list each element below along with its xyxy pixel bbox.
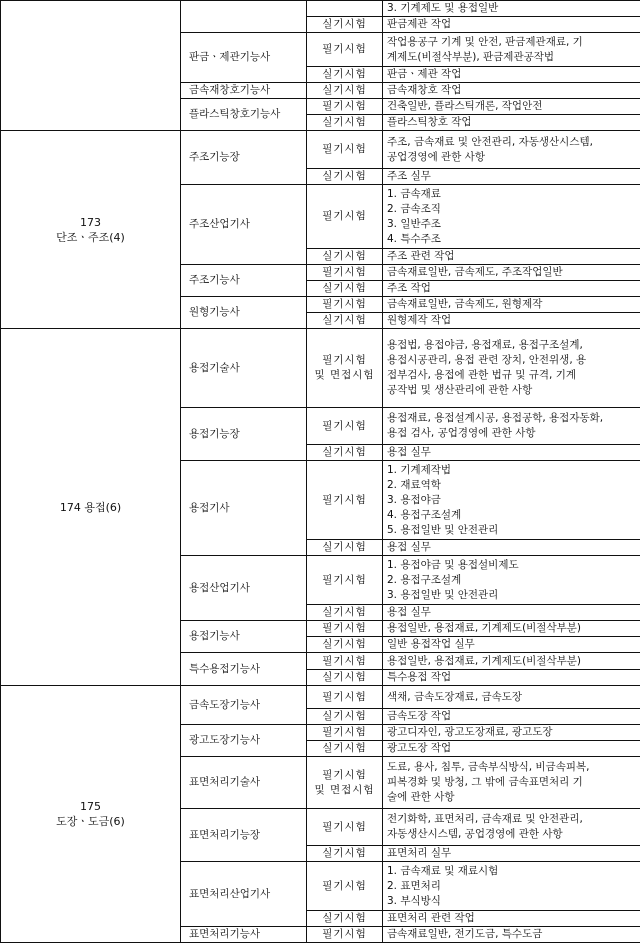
exam-type-line: 필기시험: [311, 419, 378, 434]
exam-subjects: [383, 846, 640, 862]
exam-type: [307, 1, 383, 17]
exam-type-line: 필기시험: [311, 493, 378, 508]
exam-subjects: [383, 33, 640, 67]
subject-line: 주조 작업: [387, 281, 636, 296]
subject-line: 용접 검사, 공업경영에 관한 사항: [387, 426, 636, 441]
qualification-name: 원형기능사: [181, 297, 307, 329]
exam-subjects: [383, 670, 640, 686]
exam-subjects: [383, 637, 640, 653]
exam-subjects: [383, 115, 640, 131]
exam-subjects: [383, 556, 640, 605]
subject-line: 용접재료, 용접설계시공, 용접공학, 용접자동화,: [387, 411, 636, 426]
category-label: 도장ㆍ도금(6): [5, 814, 176, 829]
subject-line: 도료, 용사, 침투, 금속부식방식, 비금속피복,: [387, 760, 636, 775]
exam-type-line: 필기시험: [311, 654, 378, 669]
category-cell: [1, 329, 181, 686]
subject-line: 건축일반, 플라스틱개론, 작업안전: [387, 99, 636, 114]
subject-line: 색채, 금속도장재료, 금속도장: [387, 690, 636, 705]
subject-line: 판금제관 작업: [387, 17, 636, 32]
subject-line: 특수용접 작업: [387, 670, 636, 685]
exam-subjects: [383, 621, 640, 637]
subject-line: 금속도장 작업: [387, 709, 636, 724]
exam-subjects: [383, 653, 640, 670]
exam-type-line: 필기시험: [311, 879, 378, 894]
exam-type-line: 필기시험: [311, 573, 378, 588]
exam-type-line: 실기시험: [311, 637, 378, 652]
qualification-name: 표면처리기능장: [181, 809, 307, 862]
exam-subjects: [383, 605, 640, 621]
exam-type-line: 실기시험: [311, 911, 378, 926]
exam-type-line: 실기시험: [311, 115, 378, 130]
subject-line: 금속재료일반, 금속제도, 주조작업일반: [387, 265, 636, 280]
exam-type: [307, 33, 383, 67]
exam-type: [307, 556, 383, 605]
subject-line: 3. 용접일반 및 안전관리: [387, 588, 636, 603]
exam-subjects: [383, 297, 640, 313]
subject-line: 용접일반, 용접재료, 기계제도(비절삭부분): [387, 621, 636, 636]
subject-line: 표면처리 관련 작업: [387, 911, 636, 926]
exam-type: [307, 741, 383, 757]
exam-type-line: 필기시험: [311, 353, 378, 368]
qualification-name: 표면처리산업기사: [181, 862, 307, 927]
subject-line: 피복경화 및 방청, 그 밖에 금속표면처리 기: [387, 775, 636, 790]
exam-subjects: [383, 281, 640, 297]
table-row: [1, 329, 640, 408]
exam-type: [307, 461, 383, 540]
exam-type-line: 필기시험: [311, 99, 378, 114]
subject-line: 판금ㆍ제관 작업: [387, 67, 636, 82]
subject-line: 금속재료일반, 전기도금, 특수도금: [387, 927, 636, 942]
subject-line: 1. 금속재료 및 재료시험: [387, 864, 636, 879]
subject-line: 전기화학, 표면처리, 금속재료 및 안전관리,: [387, 812, 636, 827]
exam-type: [307, 862, 383, 911]
subject-line: 금속재창호 작업: [387, 83, 636, 98]
subject-line: 작업용공구 기계 및 안전, 판금제관재료, 기: [387, 35, 636, 50]
exam-subjects: [383, 445, 640, 461]
subject-line: 금속재료일반, 금속제도, 원형제작: [387, 297, 636, 312]
exam-type-line: 실기시험: [311, 281, 378, 296]
subject-line: 용접 실무: [387, 445, 636, 460]
exam-type-line: 실기시험: [311, 741, 378, 756]
category-label: 173: [5, 215, 176, 230]
category-label: 174 용접(6): [5, 500, 176, 515]
subject-line: 2. 표면처리: [387, 879, 636, 894]
exam-subjects: [383, 313, 640, 329]
subject-line: 4. 특수주조: [387, 232, 636, 247]
qualification-name: 금속재창호기능사: [181, 83, 307, 99]
subject-line: 용접시공관리, 용접 관련 장치, 안전위생, 용: [387, 353, 636, 368]
subject-line: 표면처리 실무: [387, 846, 636, 861]
exam-subjects: [383, 809, 640, 846]
exam-type: [307, 540, 383, 556]
subject-line: 용접 실무: [387, 540, 636, 555]
exam-type: [307, 185, 383, 249]
exam-type-line: 실기시험: [311, 540, 378, 555]
subject-line: 원형제작 작업: [387, 313, 636, 328]
qualification-name: 표면처리기능사: [181, 927, 307, 943]
table-row: [1, 1, 640, 17]
exam-subjects: [383, 131, 640, 169]
exam-type: [307, 83, 383, 99]
qualification-name: [181, 1, 307, 33]
qualification-name: 용접기술사: [181, 329, 307, 408]
qualification-name: 광고도장기능사: [181, 725, 307, 757]
qualification-name: 주조기능장: [181, 131, 307, 185]
exam-type: [307, 725, 383, 741]
exam-type: [307, 249, 383, 265]
table-row: [1, 686, 640, 709]
exam-subjects: [383, 185, 640, 249]
exam-type: [307, 297, 383, 313]
subject-line: 5. 용접일반 및 안전관리: [387, 523, 636, 538]
exam-type: [307, 911, 383, 927]
exam-subjects: [383, 725, 640, 741]
category-cell: [1, 686, 181, 943]
exam-type-line: 필기시험: [311, 42, 378, 57]
qualification-name: 주조산업기사: [181, 185, 307, 265]
subject-line: 광고디자인, 광고도장재료, 광고도장: [387, 725, 636, 740]
exam-subjects: [383, 540, 640, 556]
exam-type-line: 및 면접시험: [311, 783, 378, 798]
exam-type-line: 실기시험: [311, 313, 378, 328]
exam-type-line: 필기시험: [311, 142, 378, 157]
subject-line: 3. 부식방식: [387, 894, 636, 909]
qualification-name: 용접기사: [181, 461, 307, 556]
exam-type-line: 필기시험: [311, 265, 378, 280]
subject-line: 일반 용접작업 실무: [387, 637, 636, 652]
exam-type: [307, 131, 383, 169]
exam-type: [307, 709, 383, 725]
subject-line: 3. 일반주조: [387, 217, 636, 232]
exam-type: [307, 757, 383, 809]
qualification-name: 판금ㆍ제관기능사: [181, 33, 307, 83]
exam-type-line: 필기시험: [311, 725, 378, 740]
exam-subjects: [383, 709, 640, 725]
exam-type-line: 필기시험: [311, 209, 378, 224]
exam-type: [307, 445, 383, 461]
exam-type-line: 필기시험: [311, 297, 378, 312]
subject-line: 2. 용접구조설계: [387, 573, 636, 588]
exam-type-line: 실기시험: [311, 67, 378, 82]
qualification-name: 용접기능장: [181, 408, 307, 461]
exam-subjects: [383, 741, 640, 757]
table-row: [1, 131, 640, 169]
subject-line: 3. 용접야금: [387, 493, 636, 508]
exam-subjects: [383, 686, 640, 709]
subject-line: 플라스틱창호 작업: [387, 115, 636, 130]
subject-line: 주조 실무: [387, 169, 636, 184]
exam-type: [307, 281, 383, 297]
exam-subjects: [383, 461, 640, 540]
subject-line: 접부검사, 용접에 관한 법규 및 규격, 기계: [387, 368, 636, 383]
qualification-name: 플라스틱창호기능사: [181, 99, 307, 131]
subject-line: 술에 관한 사항: [387, 790, 636, 805]
exam-type-line: 실기시험: [311, 670, 378, 685]
exam-type-line: 필기시험: [311, 690, 378, 705]
subject-line: 3. 기계제도 및 용접일반: [387, 1, 636, 16]
category-cell: [1, 1, 181, 131]
exam-type: [307, 637, 383, 653]
exam-type-line: 실기시험: [311, 709, 378, 724]
subject-line: 2. 금속조직: [387, 202, 636, 217]
exam-type-line: 및 면접시험: [311, 368, 378, 383]
subject-line: 1. 용접야금 및 용접설비제도: [387, 558, 636, 573]
subject-line: 공업경영에 관한 사항: [387, 150, 636, 165]
exam-type: [307, 670, 383, 686]
exam-type-line: 실기시험: [311, 846, 378, 861]
subject-line: 용접법, 용접야금, 용접재료, 용접구조설계,: [387, 338, 636, 353]
qualification-name: 용접기능사: [181, 621, 307, 653]
exam-type-line: 필기시험: [311, 927, 378, 942]
exam-type: [307, 99, 383, 115]
exam-subjects: [383, 927, 640, 943]
exam-type: [307, 809, 383, 846]
category-label: 단조ㆍ주조(4): [5, 230, 176, 245]
exam-subjects: [383, 757, 640, 809]
exam-type-line: 필기시험: [311, 768, 378, 783]
subject-line: 계제도(비절삭부분), 판금제관공작법: [387, 50, 636, 65]
exam-type: [307, 265, 383, 281]
exam-type: [307, 846, 383, 862]
subject-line: 용접일반, 용접재료, 기계제도(비절삭부분): [387, 654, 636, 669]
exam-type-line: 실기시험: [311, 17, 378, 32]
exam-subjects: [383, 329, 640, 408]
subject-line: 공작법 및 생산관리에 관한 사항: [387, 383, 636, 398]
qualification-name: 주조기능사: [181, 265, 307, 297]
exam-type: [307, 115, 383, 131]
exam-type: [307, 927, 383, 943]
exam-type-line: 필기시험: [311, 621, 378, 636]
exam-type-line: 실기시험: [311, 83, 378, 98]
subject-line: 용접 실무: [387, 605, 636, 620]
subject-line: 광고도장 작업: [387, 741, 636, 756]
exam-subjects: [383, 862, 640, 911]
exam-type: [307, 653, 383, 670]
subject-line: 4. 용접구조설계: [387, 508, 636, 523]
exam-type-line: 실기시험: [311, 249, 378, 264]
exam-type: [307, 605, 383, 621]
exam-subjects: [383, 911, 640, 927]
exam-subjects: [383, 99, 640, 115]
exam-subjects: [383, 265, 640, 281]
exam-subjects: [383, 1, 640, 17]
exam-subjects: [383, 17, 640, 33]
qualification-name: 용접산업기사: [181, 556, 307, 621]
exam-type-line: 실기시험: [311, 445, 378, 460]
exam-type: [307, 686, 383, 709]
subject-line: 1. 기계제작법: [387, 463, 636, 478]
exam-subjects: [383, 67, 640, 83]
exam-type: [307, 621, 383, 637]
exam-type: [307, 313, 383, 329]
exam-type: [307, 408, 383, 445]
exam-subjects: [383, 83, 640, 99]
qualification-name: 특수용접기능사: [181, 653, 307, 686]
exam-type: [307, 169, 383, 185]
category-cell: [1, 131, 181, 329]
qualification-name: 표면처리기술사: [181, 757, 307, 809]
exam-type-line: 실기시험: [311, 169, 378, 184]
exam-type: [307, 17, 383, 33]
exam-subjects: [383, 408, 640, 445]
qualification-name: 금속도장기능사: [181, 686, 307, 725]
exam-subjects: [383, 169, 640, 185]
exam-type-line: 실기시험: [311, 605, 378, 620]
exam-type: [307, 67, 383, 83]
category-label: 175: [5, 799, 176, 814]
subject-line: 2. 재료역학: [387, 478, 636, 493]
exam-type-line: 필기시험: [311, 820, 378, 835]
subject-line: 자동생산시스템, 공업경영에 관한 사항: [387, 827, 636, 842]
exam-type: [307, 329, 383, 408]
subject-line: 1. 금속재료: [387, 187, 636, 202]
exam-subjects: [383, 249, 640, 265]
subject-line: 주조, 금속재료 및 안전관리, 자동생산시스템,: [387, 135, 636, 150]
subject-line: 주조 관련 작업: [387, 249, 636, 264]
